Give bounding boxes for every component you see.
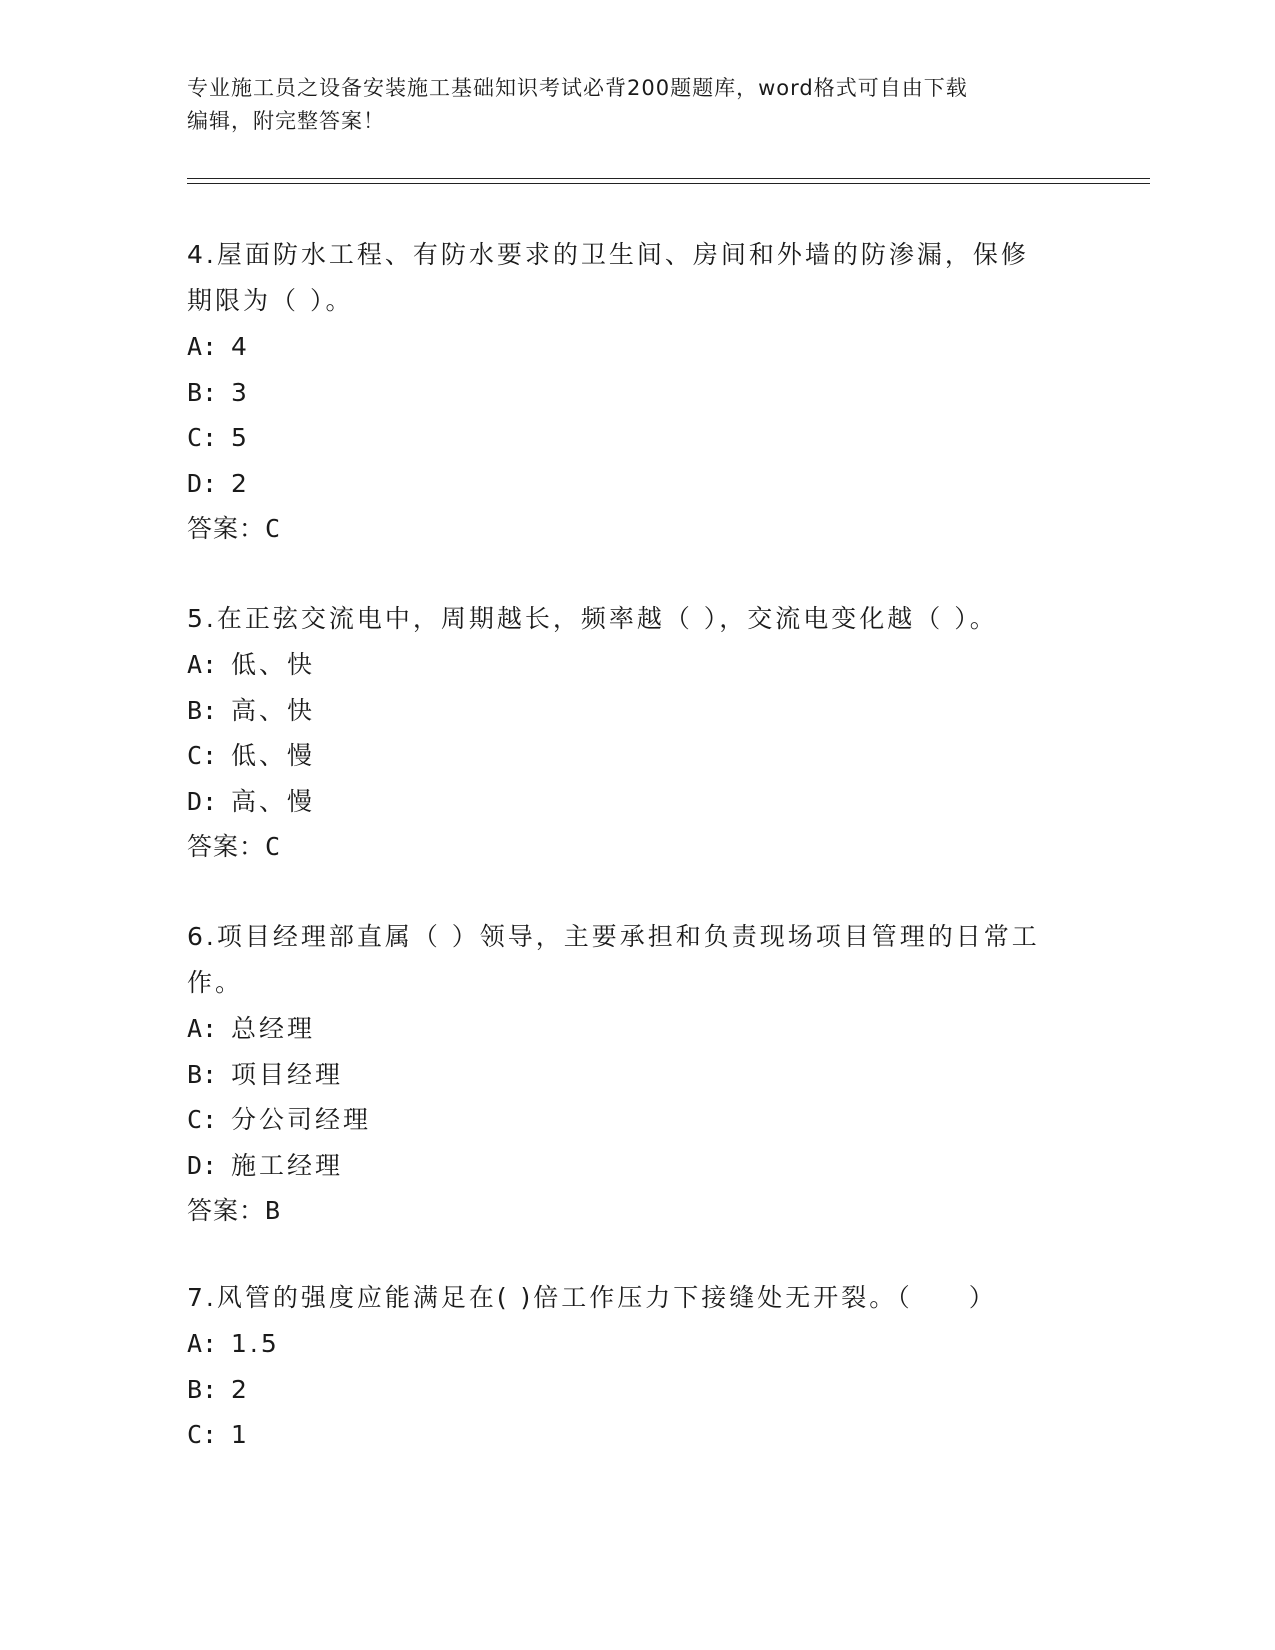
option-text: 施工经理 [231,1150,344,1180]
option-d [187,1143,1067,1189]
option-text: 2 [231,468,250,498]
option-text: 3 [231,377,250,407]
option-label: B: [187,1374,218,1404]
option-c [187,1097,1067,1143]
question-stem-line-1: 4.屋面防水工程、有防水要求的卫生间、房间和外墙的防渗漏，保修 [187,240,1029,269]
question-stem-line-1: 7.风管的强度应能满足在( )倍工作压力下接缝处无开裂。（ ） [187,1283,997,1312]
option-label: C: [187,1420,218,1449]
option-label: A: [187,332,218,361]
header-divider-top [187,178,1150,179]
question-5 [187,596,1067,870]
option-b [187,688,1067,734]
question-stem-line-1: 5.在正弦交流电中，周期越长，频率越（ ），交流电变化越（ ）。 [187,604,998,633]
question-stem-line-2: 期限为（ ）。 [187,286,354,315]
question-7 [187,1275,1067,1458]
option-text: 4 [231,332,250,361]
option-c [187,733,1067,779]
option-text: 2 [231,1374,250,1404]
option-b [187,1367,1067,1413]
option-label: B: [187,1059,218,1089]
option-c [187,1412,1067,1458]
answer-label: 答案： [187,832,266,861]
answer-value: B [265,1196,282,1225]
option-a [187,642,1067,688]
option-text: 低、慢 [231,741,316,770]
option-text: 项目经理 [231,1059,344,1089]
option-text: 低、快 [231,650,316,679]
question-4 [187,232,1067,552]
option-text: 5 [231,423,250,452]
answer-value: C [265,514,282,543]
option-label: B: [187,695,218,725]
question-stem-line-1: 6.项目经理部直属（ ）领导，主要承担和负责现场项目管理的日常工 [187,922,1040,951]
option-a [187,324,1067,370]
option-text: 高、慢 [231,786,316,816]
option-label: C: [187,1105,218,1134]
answer-line [187,506,1067,552]
header-line-2: 编辑，附完整答案！ [187,109,385,133]
answer-line [187,824,1067,870]
answer-label: 答案： [187,514,266,543]
option-text: 高、快 [231,695,316,725]
document-header [187,72,1067,138]
option-a [187,1006,1067,1052]
option-b [187,1052,1067,1098]
option-label: A: [187,650,218,679]
option-a [187,1321,1067,1367]
answer-value: C [265,832,282,861]
option-label: A: [187,1014,218,1043]
answer-label: 答案： [187,1196,266,1225]
option-text: 1 [231,1420,250,1449]
option-label: D: [187,786,218,816]
option-text: 1.5 [231,1329,280,1358]
option-text: 总经理 [231,1014,316,1043]
option-label: C: [187,423,218,452]
question-stem-line-2: 作。 [187,968,244,997]
option-label: B: [187,377,218,407]
option-b [187,370,1067,416]
option-text: 分公司经理 [231,1105,372,1134]
option-label: D: [187,468,218,498]
option-c [187,415,1067,461]
header-divider-bottom [187,183,1150,184]
option-label: D: [187,1150,218,1180]
header-line-1: 专业施工员之设备安装施工基础知识考试必背200题题库，word格式可自由下载 [187,76,968,100]
option-label: C: [187,741,218,770]
option-d [187,461,1067,507]
option-d [187,779,1067,825]
option-label: A: [187,1329,218,1358]
question-6 [187,914,1067,1234]
answer-line [187,1188,1067,1234]
